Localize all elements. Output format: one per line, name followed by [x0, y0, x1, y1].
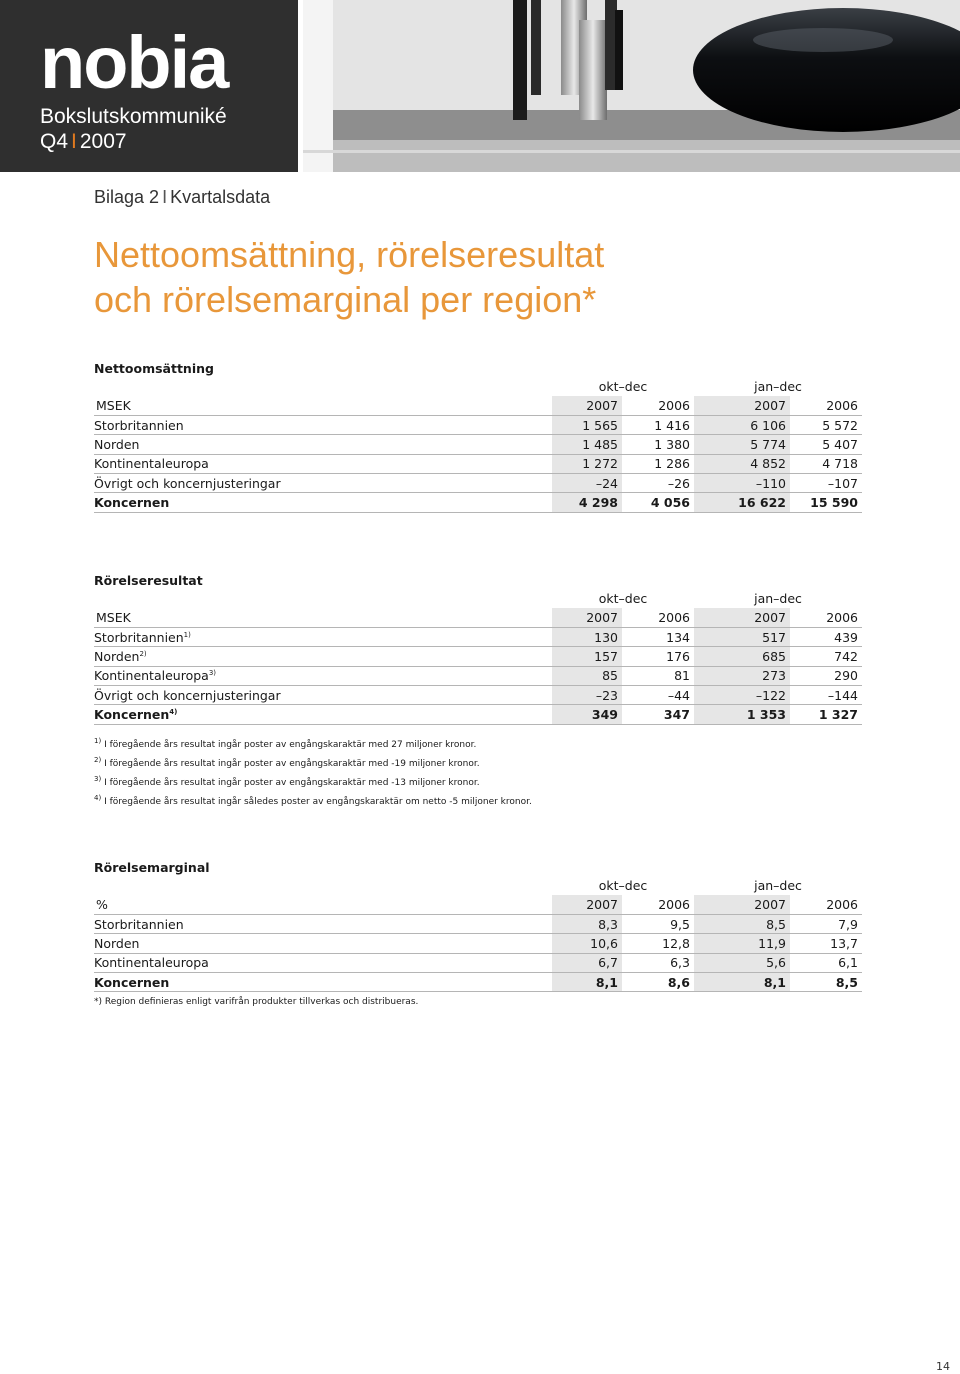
- table-row-total: Koncernen 4 298 4 056 16 622 15 590: [94, 493, 862, 512]
- table-row: Storbritannien$^{1)}$ 130 134 517 439: [94, 628, 862, 647]
- ebit-title: Rörelseresultat: [94, 573, 203, 588]
- sales-period-year: jan–dec: [754, 379, 802, 395]
- ebit-table: okt–dec jan–dec MSEK 2007 2006 2007 2006 Storbritannien$^{1)}$ 130 134 517 439 Norden$^{2)}$ 157 176 685 742 Kontinentaleuropa$^{3)}$ 85 81 273 290 Övrigt och koncernjusteringar –23 –44 –122 –144 Koncernen$^{4)}$ 349 347 1 353 1 327: [94, 589, 862, 725]
- ebit-period-year: jan–dec: [754, 591, 802, 607]
- table-row: Övrigt och koncernjusteringar –23 –44 –122 –144: [94, 685, 862, 704]
- report-name: [40, 104, 227, 154]
- margin-period-q4: okt–dec: [598, 878, 648, 894]
- nobia-logo: nobia: [40, 21, 228, 104]
- sales-title: Nettoomsättning: [94, 361, 214, 376]
- table-row: Storbritannien 8,3 9,5 8,5 7,9: [94, 915, 862, 934]
- appendix-label: Bilaga 2 I Kvartalsdata: [94, 187, 271, 207]
- header-photo: [303, 0, 960, 172]
- sales-table: okt–dec jan–dec MSEK 2007 2006 2007 2006 Storbritannien 1 565 1 416 6 106 5 572 Norden 1 485 1 380 5 774 5 407 Kontinentaleuropa 1 272 1 286 4 852 4 718 Övrigt och koncernjusteringar –24 –26 –110 –107 Koncernen 4 298 4 056 16 622 15 590: [94, 377, 862, 513]
- margin-section: [94, 859, 862, 1012]
- table-row: Kontinentaleuropa 1 272 1 286 4 852 4 718: [94, 454, 862, 473]
- margin-period-year: jan–dec: [754, 878, 802, 894]
- table-row: Kontinentaleuropa$^{3)}$ 85 81 273 290: [94, 666, 862, 685]
- ebit-period-q4: okt–dec: [598, 591, 648, 607]
- page-number: 14: [936, 1360, 950, 1373]
- table-row: Norden 1 485 1 380 5 774 5 407: [94, 435, 862, 454]
- table-row: Norden 10,6 12,8 11,9 13,7: [94, 934, 862, 953]
- region-note: *) Region definieras enligt varifrån produkter tillverkas och distribueras.: [94, 997, 419, 1008]
- table-row: Övrigt och koncernjusteringar –24 –26 –110 –107: [94, 473, 862, 492]
- footnote: $^{2)}$ I föregående års resultat ingår poster av engångskaraktär med -19 miljoner kronor.: [94, 755, 480, 769]
- sales-period-q4: okt–dec: [598, 379, 648, 395]
- table-row: Norden$^{2)}$ 157 176 685 742: [94, 647, 862, 666]
- footnote: $^{4)}$ I föregående års resultat ingår således poster av engångskaraktär om netto -5 miljoner kronor.: [94, 793, 532, 807]
- footnote: $^{3)}$ I föregående års resultat ingår poster av engångskaraktär med -13 miljoner kronor.: [94, 774, 480, 788]
- report-period: Q4 I 2007: [40, 130, 127, 153]
- table-row: Kontinentaleuropa 6,7 6,3 5,6 6,1: [94, 953, 862, 972]
- margin-table: okt–dec jan–dec % 2007 2006 2007 2006 Storbritannien 8,3 9,5 8,5 7,9 Norden 10,6 12,8 11,9 13,7 Kontinentaleuropa 6,7 6,3 5,6 6,1 Koncernen 8,1 8,6 8,1 8,5: [94, 876, 862, 992]
- sales-section: [94, 360, 862, 513]
- table-row-total: Koncernen 8,1 8,6 8,1 8,5: [94, 972, 862, 991]
- page-title: Nettoomsättning, rörelseresultat och rörelsemarginal per region*: [94, 234, 605, 320]
- kitchen-photo-illustration: [303, 0, 960, 172]
- report-title: Bokslutskommuniké: [40, 105, 227, 128]
- margin-unit: %: [94, 895, 552, 914]
- table-row: Storbritannien 1 565 1 416 6 106 5 572: [94, 416, 862, 435]
- ebit-unit: MSEK: [94, 608, 552, 627]
- sales-unit: MSEK: [94, 396, 552, 415]
- ebit-section: [94, 572, 862, 812]
- footnote: $^{1)}$ I föregående års resultat ingår poster av engångskaraktär med 27 miljoner kronor.: [94, 736, 477, 750]
- brand-header: [0, 0, 298, 172]
- table-row-total: Koncernen$^{4)}$ 349 347 1 353 1 327: [94, 705, 862, 724]
- margin-title: Rörelsemarginal: [94, 860, 210, 875]
